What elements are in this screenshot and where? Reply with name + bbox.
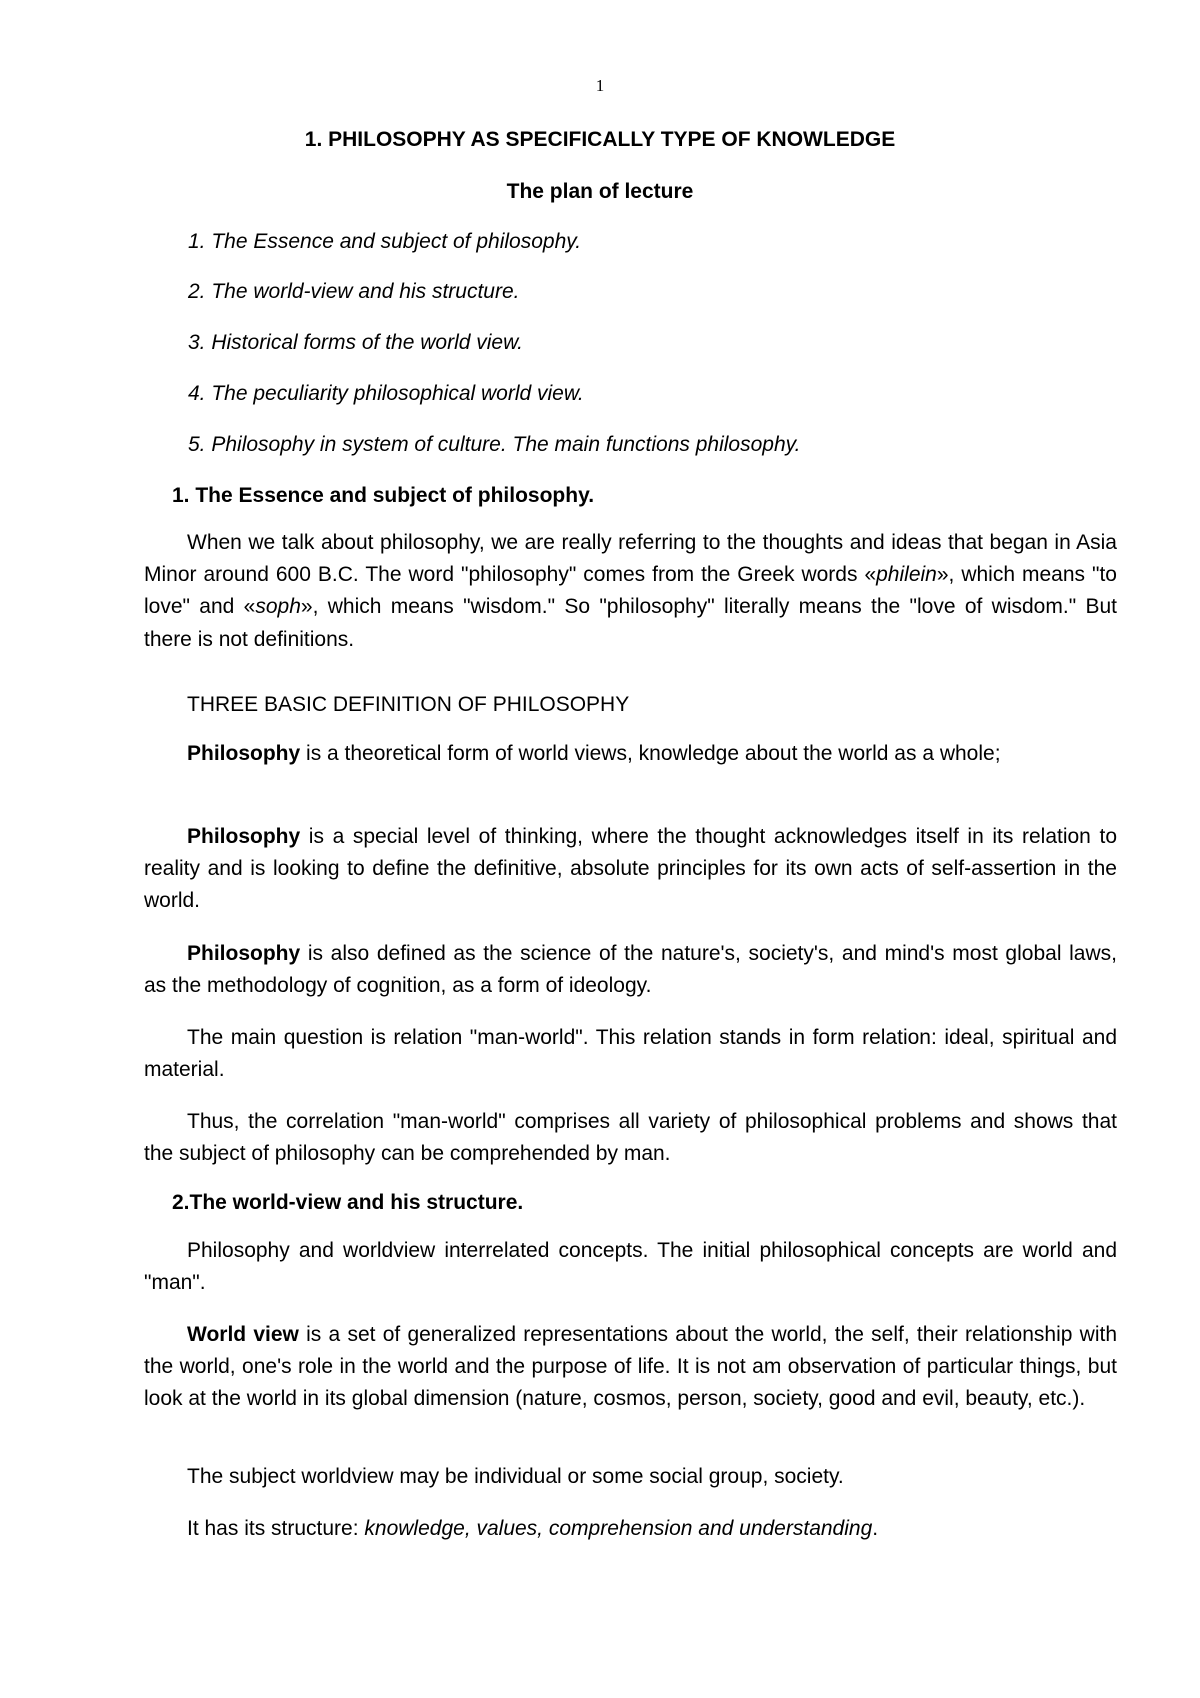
plan-item: 3. Historical forms of the world view.: [188, 331, 523, 354]
definition-text: is a special level of thinking, where the thought acknowledges itself in its relation to reality and is looking to define the definitive, absolute principles for its own acts of self-assertion in the world.: [144, 825, 1117, 913]
definition-term: Philosophy: [187, 942, 301, 965]
worldview-definition-text: is a set of generalized representations about the world, the self, their relationship with the world, one's role in the world and the purpose of life. It is not am observation of particular things, but look at the world in its global dimension (nature, cosmos, person, society, good and evil, beauty, etc.).: [144, 1323, 1117, 1411]
worldview-subject-line: The subject worldview may be individual or some social group, society.: [187, 1465, 844, 1488]
section1-heading: 1. The Essence and subject of philosophy.: [172, 484, 595, 507]
intro-text: », which means "wisdom." So "philosophy" literally means the "love of wisdom." But there is not definitions.: [144, 595, 1117, 651]
intro-text: When we talk about philosophy, we are really referring to the thoughts and ideas that began in Asia Minor around 600 B.C. The word "philosophy" comes from the Greek words «: [144, 531, 1117, 587]
definition-paragraph: [144, 821, 1117, 918]
worldview-structure-line: [187, 1517, 878, 1541]
definitions-heading: THREE BASIC DEFINITION OF PHILOSOPHY: [187, 693, 630, 716]
plan-heading: The plan of lecture: [506, 180, 694, 203]
greek-word-soph: soph: [255, 595, 301, 619]
plan-item: 2. The world-view and his structure.: [188, 280, 520, 303]
correlation-paragraph: Thus, the correlation "man-world" comprises all variety of philosophical problems and shows that the subject of philosophy can be comprehended by man.: [144, 1110, 1117, 1166]
intro-text: », which means "to love" and «: [144, 563, 1117, 619]
main-question-paragraph: The main question is relation "man-world". This relation stands in form relation: ideal, spiritual and material.: [144, 1026, 1117, 1082]
section2-heading: 2.The world-view and his structure.: [172, 1191, 524, 1214]
structure-items: knowledge, values, comprehension and understanding: [364, 1517, 873, 1540]
structure-lead: It has its structure:: [187, 1517, 365, 1540]
plan-item: 5. Philosophy in system of culture. The main functions philosophy.: [188, 433, 801, 456]
worldview-definition-paragraph: [144, 1319, 1117, 1416]
definition-paragraph: [144, 938, 1117, 1002]
worldview-intro-paragraph: Philosophy and worldview interrelated concepts. The initial philosophical concepts are world and "man".: [144, 1239, 1117, 1295]
greek-word-philein: philein: [876, 563, 937, 587]
page-title: 1. PHILOSOPHY AS SPECIFICALLY TYPE OF KNOWLEDGE: [304, 128, 896, 151]
definition-text: is also defined as the science of the nature's, society's, and mind's most global laws, as the methodology of cognition, as a form of ideology.: [144, 942, 1117, 998]
plan-item: 1. The Essence and subject of philosophy.: [188, 230, 582, 253]
structure-end: .: [872, 1517, 879, 1540]
page-number: 1: [595, 76, 605, 95]
worldview-term: World view: [187, 1323, 299, 1346]
plan-item: 4. The peculiarity philosophical world view.: [188, 382, 584, 405]
section1-intro-paragraph: [144, 527, 1117, 656]
definition-text: is a theoretical form of world views, knowledge about the world as a whole;: [300, 742, 1001, 765]
definition-term: Philosophy: [187, 825, 301, 848]
definition-term: Philosophy: [187, 742, 301, 765]
definition-paragraph: [144, 738, 1117, 770]
